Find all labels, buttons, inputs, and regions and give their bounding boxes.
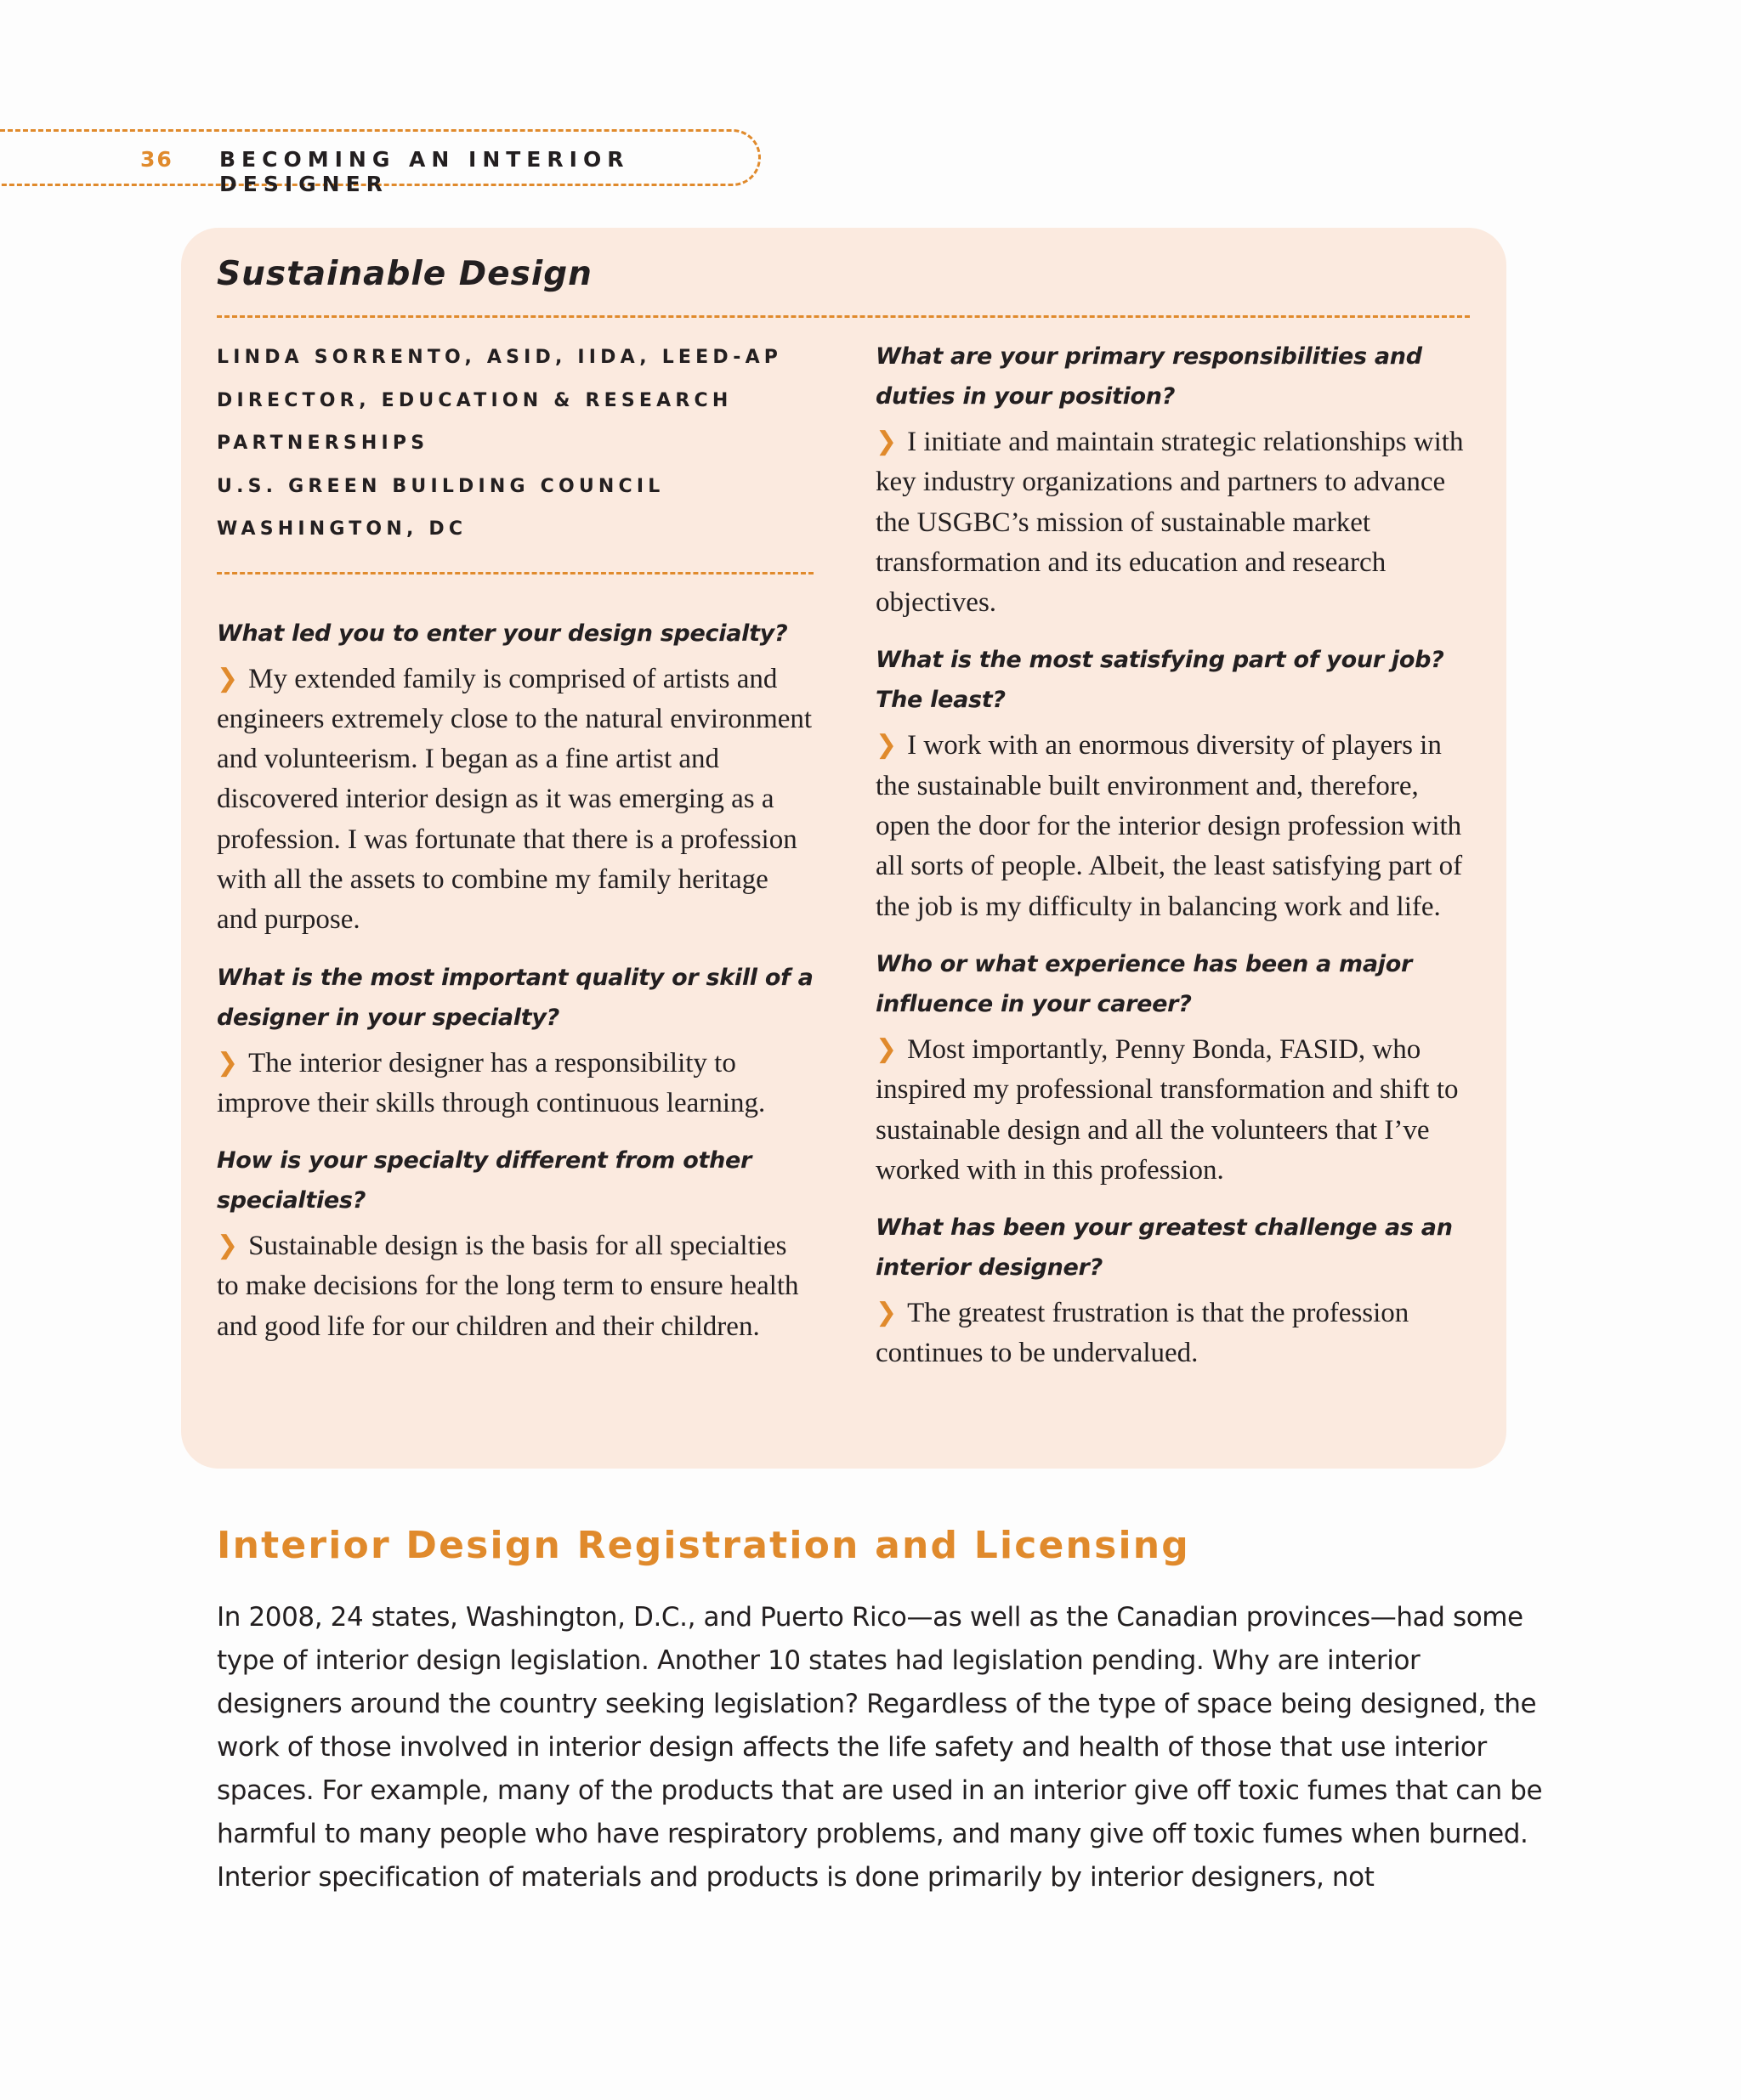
answer-text: The greatest frustration is that the profession continues to be undervalued. <box>876 1298 1409 1369</box>
body-paragraph: In 2008, 24 states, Washington, D.C., and Puerto Rico—as well as the Canadian provinces—had some type of interior design legislation. Another 10 states had legislation pending. Why are interior designers around the country seeking legislation? Regardless of the type of space being designed, the work of those involved in interior design affects the life safety and health of those that use interior spaces. For example, many of the products that are used in an interior give off toxic fumes that can be harmful to many people who have respiratory problems, and many give off toxic fumes when burned. Interior specification of materials and products is done primarily by interior designers, not <box>217 1602 1543 1893</box>
divider-top <box>217 315 1470 318</box>
answer <box>217 659 814 941</box>
answer-text: The interior designer has a responsibility to improve their skills through continuous learning. <box>217 1047 766 1118</box>
byline-location: WASHINGTON, DC <box>217 518 468 540</box>
page-number: 36 <box>140 147 173 172</box>
answer-text: I work with an enormous diversity of players in the sustainable built environment and, therefore, open the door for the interior design profession with all sorts of people. Albeit, the least satisfying part of the job is my difficulty in balancing work and life. <box>876 730 1463 922</box>
sidebar-left-column <box>217 337 814 1364</box>
arrow-icon: ❯ <box>217 1231 239 1261</box>
arrow-icon: ❯ <box>876 1033 898 1064</box>
answer <box>876 422 1479 623</box>
section-heading: Interior Design Registration and Licensing <box>217 1524 1190 1567</box>
question: What is the most satisfying part of your job? The least? <box>876 647 1444 714</box>
answer-text: Sustainable design is the basis for all specialties to make decisions for the long term to ensure health and good life for our children and their children. <box>217 1231 799 1342</box>
answer <box>217 1043 814 1124</box>
question: How is your specialty different from other specialties? <box>217 1147 752 1214</box>
byline-organization: U.S. GREEN BUILDING COUNCIL <box>217 475 665 497</box>
arrow-icon: ❯ <box>876 427 898 456</box>
answer-text: I initiate and maintain strategic relationships with key industry organizations and partners to advance the USGBC’s mission of sustainable market transformation and its education and research objectives. <box>876 427 1464 619</box>
answer-text: Most importantly, Penny Bonda, FASID, who inspired my professional transformation and shift to sustainable design and all the volunteers that I’ve worked with in this profession. <box>876 1033 1459 1186</box>
answer <box>876 1029 1479 1191</box>
divider-byline <box>217 572 814 575</box>
byline-title: DIRECTOR, EDUCATION & RESEARCH <box>217 389 733 411</box>
arrow-icon: ❯ <box>876 730 898 761</box>
sidebar-right-column <box>876 337 1479 1391</box>
question: What are your primary responsibilities and duties in your position? <box>876 343 1422 410</box>
byline-name: LINDA SORRENTO, ASID, IIDA, LEED-AP <box>217 347 783 368</box>
running-head <box>0 129 761 196</box>
answer-text: My extended family is comprised of artists and engineers extremely close to the natural environment and volunteerism. I began as a fine artist and discovered interior design as it was emerging as a profession. I was fortunate that there is a profession with all the assets to combine my family heritage and purpose. <box>217 663 813 936</box>
running-head-title: BECOMING AN INTERIOR DESIGNER <box>219 147 630 196</box>
arrow-icon: ❯ <box>217 663 239 693</box>
question: What has been your greatest challenge as an interior designer? <box>876 1214 1453 1282</box>
byline <box>217 337 814 552</box>
question: What is the most important quality or skill of a designer in your specialty? <box>217 964 814 1031</box>
question: What led you to enter your design specialty? <box>217 620 788 647</box>
answer <box>876 725 1479 926</box>
answer <box>876 1293 1479 1374</box>
arrow-icon: ❯ <box>217 1047 239 1078</box>
sidebar-title: Sustainable Design <box>217 255 593 293</box>
sidebar-box <box>181 228 1506 1469</box>
byline-title-cont: PARTNERSHIPS <box>217 433 429 454</box>
arrow-icon: ❯ <box>876 1298 898 1328</box>
question: Who or what experience has been a major influence in your career? <box>876 950 1412 1017</box>
answer <box>217 1225 814 1347</box>
